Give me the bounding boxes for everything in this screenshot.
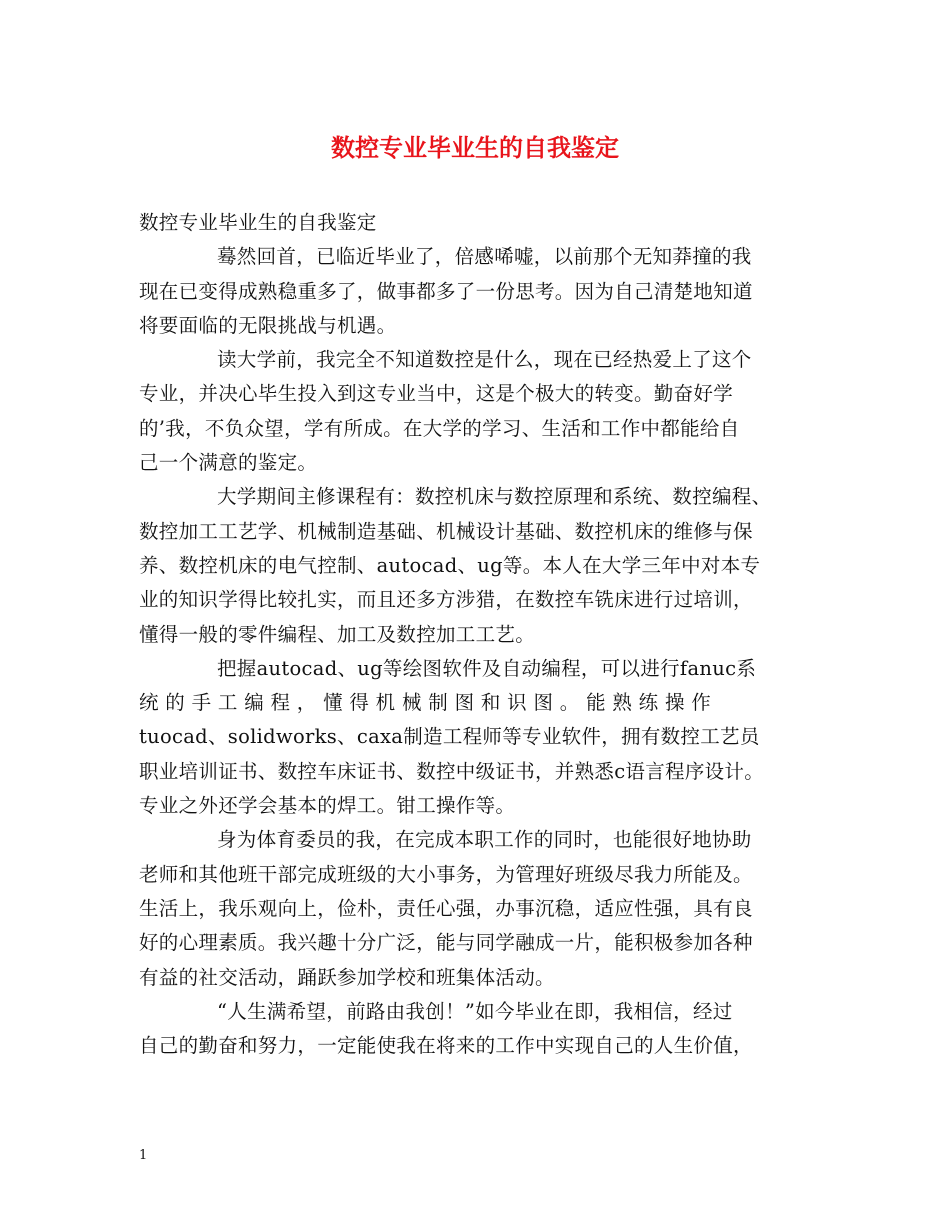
paragraph-line: 懂得一般的零件编程、加工及数控加工工艺。 xyxy=(139,622,536,646)
paragraph-line: 数控加工工艺学、机械制造基础、机械设计基础、数控机床的维修与保 xyxy=(139,519,753,543)
paragraph-line: 把握autocad、ug等绘图软件及自动编程，可以进行fanuc系 xyxy=(217,656,757,680)
subtitle-line: 数控专业毕业生的自我鉴定 xyxy=(139,211,377,234)
paragraph-line: 有益的社交活动，踊跃参加学校和班集体活动。 xyxy=(139,965,555,989)
paragraph-line: 蓦然回首，已临近毕业了，倍感唏嘘，以前那个无知莽撞的我 xyxy=(217,245,752,269)
document-body xyxy=(139,206,829,1063)
paragraph-line: 自己的勤奋和努力，一定能使我在将来的工作中实现自己的人生价值， xyxy=(139,1034,753,1058)
paragraph-line: 业的知识学得比较扎实，而且还多方涉猎，在数控车铣床进行过培训， xyxy=(139,588,753,612)
paragraph-line: tuocad、solidworks、caxa制造工程师等专业软件，拥有数控工艺员 xyxy=(139,725,760,749)
paragraph-line: “人生满希望，前路由我创！”如今毕业在即，我相信，经过 xyxy=(217,999,733,1023)
paragraph-line: 读大学前，我完全不知道数控是什么，现在已经热爱上了这个 xyxy=(217,348,752,372)
paragraph-line: 的’我，不负众望，学有所成。在大学的学习、生活和工作中都能给自 xyxy=(139,416,740,440)
paragraph-line: 己一个满意的鉴定。 xyxy=(139,451,318,475)
paragraph-line: 统 的 手 工 编 程 ， 懂 得 机 械 制 图 和 识 图 。 能 熟 练 操 作 xyxy=(139,691,712,715)
paragraph-line: 专业，并决心毕生投入到这专业当中，这是个极大的转变。勤奋好学 xyxy=(139,382,734,406)
paragraph-line: 将要面临的无限挑战与机遇。 xyxy=(139,313,397,337)
paragraph-line: 生活上，我乐观向上，俭朴，责任心强，办事沉稳，适应性强，具有良 xyxy=(139,896,753,920)
paragraph-line: 专业之外还学会基本的焊工。钳工操作等。 xyxy=(139,794,516,818)
paragraph-line: 职业培训证书、数控车床证书、数控中级证书，并熟悉c语言程序设计。 xyxy=(139,759,765,783)
paragraph-line: 大学期间主修课程有：数控机床与数控原理和系统、数控编程、 xyxy=(217,485,772,509)
page-number: 1 xyxy=(139,1148,148,1163)
paragraph-line: 好的心理素质。我兴趣十分广泛，能与同学融成一片，能积极参加各种 xyxy=(139,931,753,955)
paragraph-line: 现在已变得成熟稳重多了，做事都多了一份思考。因为自己清楚地知道 xyxy=(139,279,753,303)
paragraph-line: 老师和其他班干部完成班级的大小事务，为管理好班级尽我力所能及。 xyxy=(139,862,753,886)
document-title: 数控专业毕业生的自我鉴定 xyxy=(331,133,619,162)
paragraph-line: 身为体育委员的我，在完成本职工作的同时，也能很好地协助 xyxy=(217,828,752,852)
paragraph-line: 养、数控机床的电气控制、autocad、ug等。本人在大学三年中对本专 xyxy=(139,553,761,577)
